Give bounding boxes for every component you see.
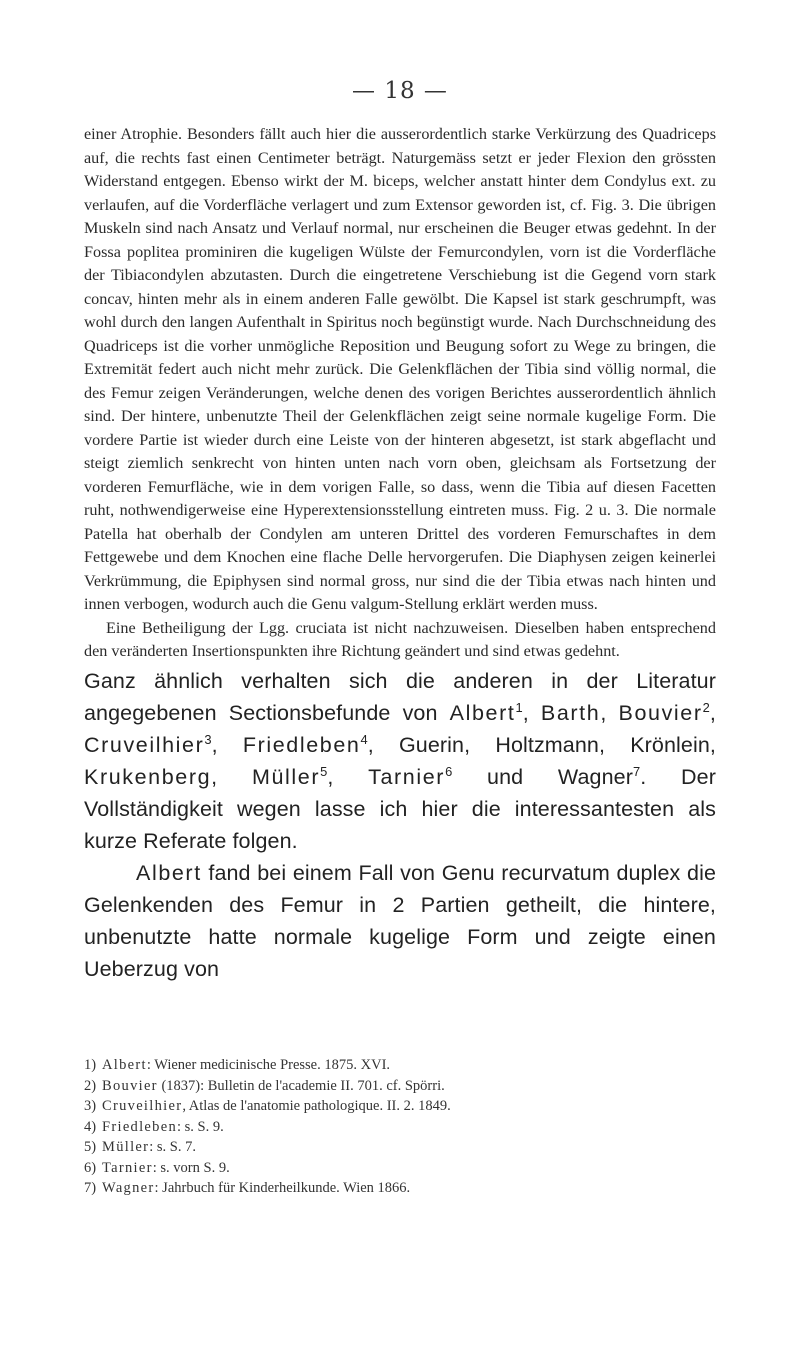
separator: , [327,764,369,789]
footnote [84,1055,716,1076]
footnote [84,1158,716,1179]
page-number: — 18 — [352,78,448,104]
footnote-author: Wagner [102,1180,155,1196]
separator: , [522,700,541,725]
footnote-text: , Atlas de l'anatomie pathologique. II. 2. 1849. [182,1098,451,1114]
conjunction: und [452,764,558,789]
footnote-ref-1: 1 [515,699,523,715]
separator: , [709,732,716,757]
footnote-text: : s. vorn S. 9. [152,1159,230,1176]
footnote-author: Bouvier [102,1077,158,1094]
footnote-number: 3) [84,1098,97,1114]
paragraph-ligamenta: Eine Betheiligung der Lgg. cruciata ist nicht nachzuweisen. Dieselben haben entsprechend den veränderten Insertionspunkten ihre Richtung geändert und sind etwas gedehnt. [84,618,716,660]
separator: , [367,732,399,757]
author-krukenberg: Krukenberg [84,764,212,789]
author-wagner: Wagner [557,764,633,789]
footnote [84,1096,716,1117]
author-barth: Barth [540,700,601,725]
author-tarnier: Tarnier [368,764,446,789]
footnote-ref-7: 7 [633,763,641,779]
text-outro: . Der Vollständigkeit wegen lasse ich hier die interessantesten als kurze Referate folgen. [84,764,716,853]
author-cruveilhier: Cruveilhier [84,732,205,757]
paragraph-atrophie: einer Atrophie. Besonders fällt auch hier die ausserordentlich starke Verkürzung des Quadriceps auf, die rechts fast einen Centimeter beträgt. Naturgemäss setzt er jeder Flexion den grössten Widerstand entgegen. Ebenso wirkt der M. biceps, welcher anstatt hinter dem Condylus ext. zu verlaufen, auf die Vorderfläche verlagert und zum Extensor geworden ist, cf. Fig. 3. Die übrigen Muskeln sind nach Ansatz und Verlauf normal, nur erscheinen die Beuger etwas gedehnt. In der Fossa poplitea prominiren die kugeligen Wülste der Femurcondylen, vorn ist die Vorderfläche der Tibiacondylen abzutasten. Durch die eingetretene Verschiebung ist die Gegend vorn stark concav, hinten mehr als in einem anderen Falle gewölbt. Die Kapsel ist stark geschrumpft, was wohl durch den langen Aufenthalt in Spiritus noch begünstigt wurde. Nach Durchschneidung des Quadriceps ist die vorher unmögliche Reposition und Beugung sofort zu Wege zu bringen, die Extremität federt auch nicht mehr zurück. Die Gelenkflächen der Tibia sind völlig normal, die des Femur zeigen Veränderungen, welche denen des vorigen Berichtes ausserordentlich ähnlich sind. Der hintere, unbenutzte Theil der Gelenkflächen zeigt seine normale kugelige Form. Die vordere Partie ist wieder durch eine Leiste von der hinteren abgesetzt, ist stark abgeflacht und steigt ziemlich senkrecht von hinten unten nach vorn oben, gleichsam als Fortsetzung der vorderen Femurfläche, wie in dem vorigen Falle, so dass, wenn die Tibia auf diesen Facetten ruht, nothwendigerweise eine Hyperextensionsstellung eintreten muss. Fig. 2 u. 3. Die normale Patella hat oberhalb der Condylen am unteren Drittel des vorderen Femurschaftes in dem Fettgewebe und dem Knochen eine flache Delle hervorgerufen. Die Diaphysen zeigen keinerlei Verkrümmung, die Epiphysen sind normal gross, nur sind die der Tibia etwas nach hinten und innen verbogen, wodurch auch die Genu valgum-Stellung erklärt werden muss. [84,125,716,613]
footnote-number: 2) [84,1077,97,1094]
footnotes [84,1055,716,1199]
author-friedleben: Friedleben [242,732,361,757]
author-guerin: Guerin [398,732,465,757]
author-mueller: Müller [251,764,321,789]
footnote-number: 7) [84,1180,97,1196]
footnote-ref-2: 2 [702,699,710,715]
author-kroenlein: Krönlein [630,732,710,757]
footnote-text: : Wiener medicinische Presse. 1875. XVI. [146,1057,391,1073]
author-bouvier: Bouvier [618,700,703,725]
body-text [84,123,716,985]
separator: , [211,732,243,757]
footnote-ref-5: 5 [320,763,328,779]
author-albert: Albert [449,700,516,725]
separator: , [598,732,631,757]
footnote-author: Albert [102,1057,147,1073]
footnote [84,1076,716,1097]
footnote [84,1137,716,1158]
footnote-author: Tarnier [102,1159,153,1176]
footnote-author: Müller [102,1139,150,1155]
separator: , [211,764,252,789]
separator: , [709,700,716,725]
footnote [84,1178,716,1199]
footnote-text: : Jahrbuch für Kinderheilkunde. Wien 1866. [154,1180,411,1196]
separator: , [464,732,496,757]
footnote-text: : s. S. 9. [177,1118,224,1135]
footnote-author: Friedleben [102,1118,178,1135]
author-holtzmann: Holtzmann [495,732,599,757]
paragraph-albert [84,857,716,985]
footnote-ref-3: 3 [204,731,212,747]
author-albert-2: Albert [136,860,202,885]
paragraph-literature [84,665,716,857]
footnote-ref-6: 6 [445,763,453,779]
footnote-number: 1) [84,1057,97,1073]
footnote-text: (1837): Bulletin de l'academie II. 701. cf. Spörri. [157,1077,445,1094]
footnote-text: : s. S. 7. [149,1139,197,1155]
separator: , [600,700,619,725]
text-intro: Ganz ähnlich verhalten sich die anderen in der Literatur angegebenen Sectionsbefunde von [84,668,716,725]
paragraph-albert-text: fand bei einem Fall von Genu recurvatum duplex die Gelenkenden des Femur in 2 Partien getheilt, die hintere, unbenutzte hatte normale kugelige Form und zeigte einen Ueberzug von [84,860,716,981]
footnote-number: 4) [84,1118,97,1135]
footnote [84,1117,716,1138]
footnote-number: 6) [84,1159,97,1176]
footnote-ref-4: 4 [360,731,368,747]
footnote-author: Cruveilhier [102,1098,183,1114]
footnote-number: 5) [84,1139,97,1155]
